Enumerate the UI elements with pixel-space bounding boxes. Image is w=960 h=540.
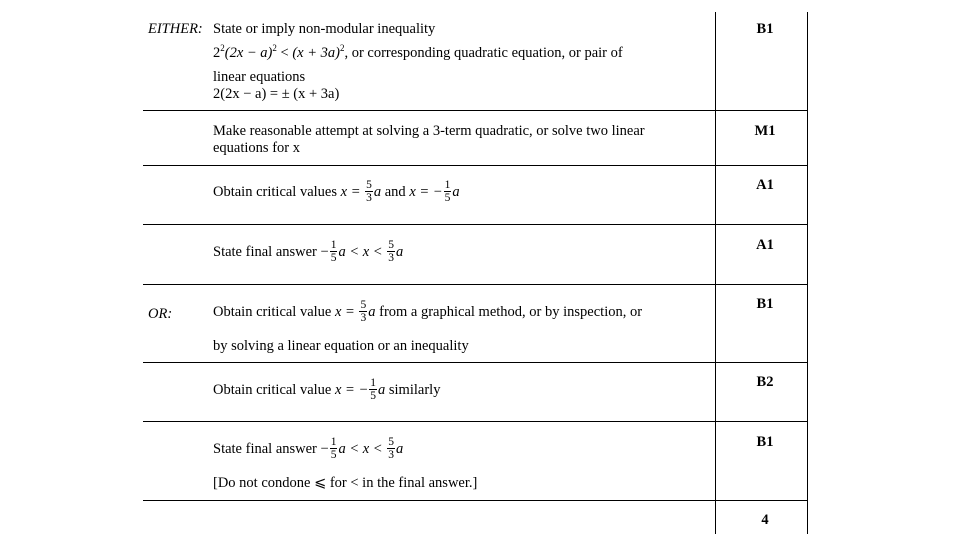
row-divider <box>143 165 808 166</box>
row5-line2: by solving a linear equation or an inequality <box>213 338 469 354</box>
row4-expression <box>213 240 403 265</box>
row-divider <box>143 284 808 285</box>
row3-pre: Obtain critical values <box>213 183 341 200</box>
ineq-base: 2 <box>213 45 221 61</box>
mark-row7: B1 <box>756 434 774 450</box>
row7-neg: − <box>320 440 329 457</box>
row3-x1: x = <box>340 183 365 200</box>
denominator: 3 <box>366 192 372 204</box>
ineq-exp3: 2 <box>339 43 345 53</box>
row-divider <box>143 362 808 363</box>
fraction <box>369 377 377 402</box>
numerator: 5 <box>360 299 367 311</box>
row7-expression <box>213 437 403 462</box>
row3-a2: a <box>452 183 460 200</box>
row4-pre: State final answer <box>213 243 321 260</box>
row7-mid: a < x < <box>338 440 387 457</box>
fraction <box>359 299 367 324</box>
row3-expression <box>213 180 460 205</box>
numerator: 5 <box>366 179 372 191</box>
ineq-tail: , or corresponding quadratic equation, or pair of <box>344 45 623 61</box>
row-divider <box>143 421 808 422</box>
row3-x2: x = − <box>409 183 443 200</box>
fraction <box>330 436 338 461</box>
mark-row3: A1 <box>756 177 774 193</box>
column-divider-left <box>715 12 716 534</box>
fraction <box>444 179 452 204</box>
ineq-exp: 2 <box>220 43 225 53</box>
denominator: 3 <box>388 449 394 461</box>
mark-row1: B1 <box>756 21 774 37</box>
numerator: 5 <box>388 239 394 251</box>
mark-row4: A1 <box>756 237 774 253</box>
row4-neg: − <box>320 243 329 260</box>
total-marks: 4 <box>761 512 769 528</box>
numerator: 5 <box>388 436 394 448</box>
ineq-lt: < <box>276 45 293 61</box>
row6-a: a <box>378 381 386 398</box>
row6-pre: Obtain critical value <box>213 381 335 398</box>
fraction <box>387 436 395 461</box>
row7-pre: State final answer <box>213 440 321 457</box>
row1-line1: State or imply non-modular inequality <box>213 21 436 37</box>
numerator: 1 <box>444 179 451 191</box>
denominator: 5 <box>444 192 451 204</box>
row5-x: x = <box>335 303 359 320</box>
row1-inequality <box>213 45 623 62</box>
denominator: 5 <box>370 390 377 402</box>
row1-line3: linear equations <box>213 69 306 85</box>
row3-mid: and <box>381 183 410 200</box>
denominator: 5 <box>330 252 337 264</box>
row6-expression <box>213 378 440 403</box>
ineq-b2: (x + 3a) <box>292 45 340 61</box>
or-label: OR: <box>148 306 173 322</box>
either-label: EITHER: <box>148 21 203 37</box>
mark-row5: B1 <box>756 296 774 312</box>
row2-line1: Make reasonable attempt at solving a 3-term quadratic, or solve two linear <box>213 123 645 139</box>
row1-line4: 2(2x − a) = ± (x + 3a) <box>213 86 340 102</box>
row5-a: a <box>368 303 376 320</box>
fraction <box>365 179 373 204</box>
row-divider <box>143 224 808 225</box>
fraction <box>387 239 395 264</box>
row7-note: [Do not condone ⩽ for < in the final answer.] <box>213 475 478 491</box>
row5-pre: Obtain critical value <box>213 303 335 320</box>
ineq-b1: (2x − a) <box>224 45 273 61</box>
denominator: 5 <box>330 449 337 461</box>
row3-a1: a <box>373 183 382 200</box>
row5-expression <box>213 300 642 325</box>
row5-post: from a graphical method, or by inspection, or <box>375 303 643 320</box>
row-divider <box>143 110 808 111</box>
ineq-exp2: 2 <box>272 43 277 53</box>
denominator: 3 <box>360 312 367 324</box>
row6-post: similarly <box>385 381 441 398</box>
column-divider-right <box>807 12 808 534</box>
numerator: 1 <box>330 239 337 251</box>
row4-a: a <box>395 243 404 260</box>
row2-line2: equations for x <box>213 140 300 156</box>
numerator: 1 <box>370 377 377 389</box>
denominator: 3 <box>388 252 394 264</box>
mark-row6: B2 <box>756 374 774 390</box>
fraction <box>330 239 338 264</box>
numerator: 1 <box>330 436 337 448</box>
row6-x: x = − <box>335 381 369 398</box>
row4-mid: a < x < <box>338 243 387 260</box>
mark-row2: M1 <box>754 123 776 139</box>
row-divider <box>143 500 808 501</box>
row7-a: a <box>395 440 404 457</box>
